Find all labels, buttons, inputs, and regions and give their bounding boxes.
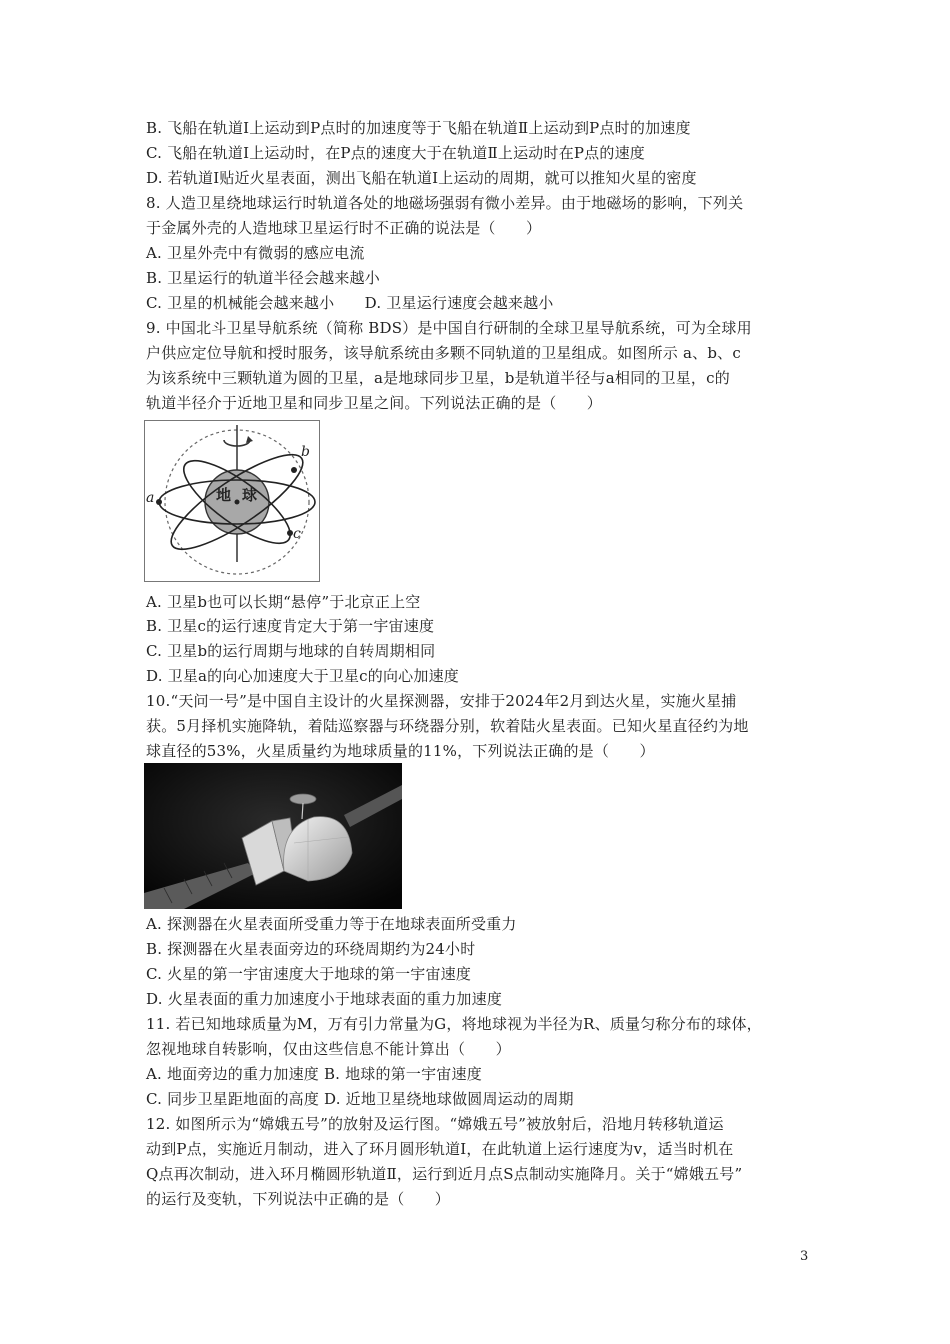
satellite-b-label: b — [301, 444, 310, 460]
question-10-line-1: 10.“天问一号”是中国自主设计的火星探测器，安排于2024年2月到达火星，实施火星捕 — [146, 692, 737, 710]
question-9-line-2: 户供应定位导航和授时服务，该导航系统由多颗不同轨道的卫星组成。如图所示 a、b、c — [146, 344, 741, 362]
option-10d: D. 火星表面的重力加速度小于地球表面的重力加速度 — [146, 990, 503, 1008]
question-12-line-4: 的运行及变轨，下列说法中正确的是（ ） — [146, 1190, 451, 1208]
option-10c: C. 火星的第一宇宙速度大于地球的第一宇宙速度 — [146, 965, 472, 983]
option-7b: B. 飞船在轨道Ⅰ上运动到P点时的加速度等于飞船在轨道Ⅱ上运动到P点时的加速度 — [146, 119, 691, 137]
option-11ab: A. 地面旁边的重力加速度 B. 地球的第一宇宙速度 — [146, 1065, 482, 1083]
question-10-line-2: 获。5月择机实施降轨，着陆巡察器与环绕器分别，软着陆火星表面。已知火星直径约为地 — [146, 717, 749, 735]
question-12-line-3: Q点再次制动，进入环月椭圆形轨道Ⅱ，运行到近月点S点制动实施降月。关于“嫦娥五号” — [146, 1165, 743, 1183]
option-9d: D. 卫星a的向心加速度大于卫星c的向心加速度 — [146, 667, 459, 685]
question-8-line-2: 于金属外壳的人造地球卫星运行时不正确的说法是（ ） — [146, 219, 542, 237]
option-8cd: C. 卫星的机械能会越来越小 D. 卫星运行速度会越来越小 — [146, 294, 554, 312]
option-9c: C. 卫星b的运行周期与地球的自转周期相同 — [146, 642, 436, 660]
option-10a: A. 探测器在火星表面所受重力等于在地球表面所受重力 — [146, 915, 517, 933]
earth-char-1: 地 — [216, 486, 232, 504]
option-10b: B. 探测器在火星表面旁边的环绕周期约为24小时 — [146, 940, 476, 958]
option-7d: D. 若轨道Ⅰ贴近火星表面，测出飞船在轨道Ⅰ上运动的周期，就可以推知火星的密度 — [146, 169, 697, 187]
satellite-c-label: c — [293, 526, 301, 542]
question-11-line-1: 11. 若已知地球质量为M，万有引力常量为G，将地球视为半径为R、质量匀称分布的球体， — [146, 1015, 762, 1033]
question-10-line-3: 球直径的53%，火星质量约为地球质量的11%，下列说法正确的是（ ） — [146, 742, 655, 760]
option-8a: A. 卫星外壳中有微弱的感应电流 — [146, 244, 365, 262]
question-9-line-1: 9. 中国北斗卫星导航系统（简称 BDS）是中国自行研制的全球卫星导航系统，可为全球用 — [146, 319, 752, 337]
question-11-line-2: 忽视地球自转影响，仅由这些信息不能计算出（ ） — [146, 1040, 511, 1058]
question-9-line-4: 轨道半径介于近地卫星和同步卫星之间。下列说法正确的是（ ） — [146, 394, 603, 412]
mars-probe-image — [144, 763, 402, 909]
option-11cd: C. 同步卫星距地面的高度 D. 近地卫星绕地球做圆周运动的周期 — [146, 1090, 574, 1108]
satellite-a-label: a — [146, 490, 155, 506]
page-number: 3 — [800, 1249, 809, 1264]
option-7c: C. 飞船在轨道Ⅰ上运动时，在P点的速度大于在轨道Ⅱ上运动时在P点的速度 — [146, 144, 645, 162]
satellite-orbits-figure — [144, 420, 320, 582]
option-9b: B. 卫星c的运行速度肯定大于第一宇宙速度 — [146, 617, 435, 635]
question-9-line-3: 为该系统中三颗轨道为圆的卫星，a是地球同步卫星，b是轨道半径与a相同的卫星，c的 — [146, 369, 730, 387]
option-9a: A. 卫星b也可以长期“悬停”于北京正上空 — [146, 593, 421, 611]
earth-char-2: 球 — [242, 486, 258, 504]
question-8-line-1: 8. 人造卫星绕地球运行时轨道各处的地磁场强弱有微小差异。由于地磁场的影响，下列关 — [146, 194, 744, 212]
question-12-line-2: 动到P点，实施近月制动，进入了环月圆形轨道Ⅰ，在此轨道上运行速度为v，适当时机在 — [146, 1140, 734, 1158]
question-12-line-1: 12. 如图所示为“嫦娥五号”的放射及运行图。“嫦娥五号”被放射后，沿地月转移轨道运 — [146, 1115, 724, 1133]
option-8b: B. 卫星运行的轨道半径会越来越小 — [146, 269, 380, 287]
